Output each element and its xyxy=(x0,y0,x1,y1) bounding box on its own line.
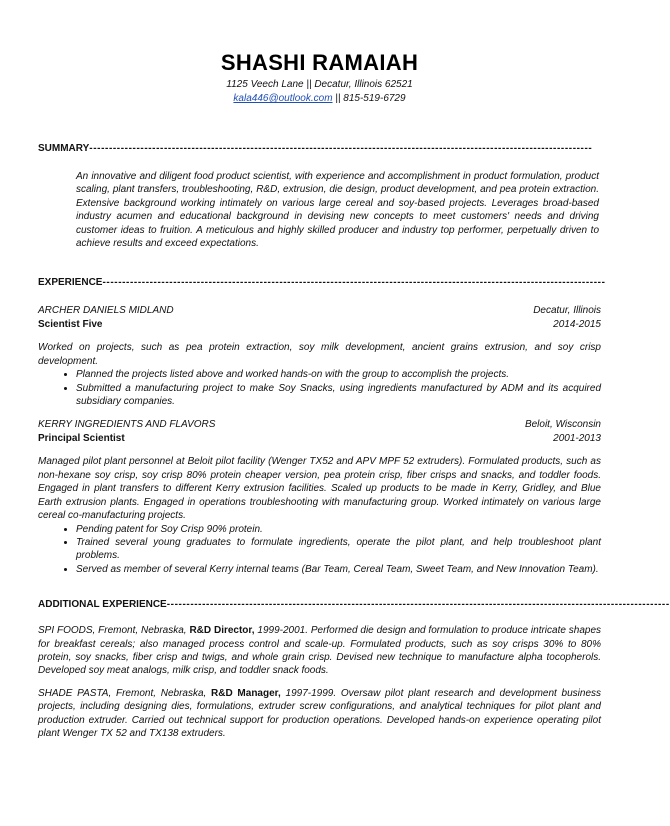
job-bullets xyxy=(38,523,601,577)
employer-name: KERRY INGREDIENTS AND FLAVORS xyxy=(38,419,216,431)
bullet-item: • Submitted a manufacturing project to make Soy Snacks, using ingredients manufactured by ADM and its acquired subsidiary companies. xyxy=(76,382,601,409)
company-name: SPI FOODS, Fremont, Nebraska, xyxy=(38,625,187,637)
employer-row xyxy=(38,304,601,318)
address-line: 1125 Veech Lane || Decatur, Illinois 62521 xyxy=(226,79,413,90)
job-entry xyxy=(38,304,601,408)
job-dates: 2014-2015 xyxy=(553,319,601,331)
entry-details: 1999-2001. Performed die design and formulation to produce intricate shapes for breakfast cereals; also managed process control and scale-up. Formulated products, such as soy crisps 30% to 80% protein, soy snacks, fiber crisp and twigs, and whole grain crisp. Devised new technique to manufacture alpha tocopherols. Developed soy meat analogs, milk crisp, and toddler snack foods. xyxy=(38,625,602,677)
candidate-name: SHASHI RAMAIAH xyxy=(220,50,419,75)
role-title: R&D Manager, xyxy=(211,687,281,699)
contact-line xyxy=(38,92,601,106)
experience-heading: EXPERIENCE-------------------------------------------------------------------------------------------------------------------------------- xyxy=(38,277,606,289)
email-link[interactable]: kala446@outlook.com xyxy=(233,93,333,104)
title-row xyxy=(38,318,601,332)
entry-details: 1997-1999. Oversaw pilot plant research and development business projects, including designing dies, formulations, extruder screw configurations, and analytical techniques for pilot plant and production extruder. Carried out technical support for production operations. Developed hands-on experience operating pilot plant Wenger TX 52 and TX138 extruders. xyxy=(38,687,602,739)
summary-heading: SUMMARY-------------------------------------------------------------------------------------------------------------------------------- xyxy=(38,143,593,154)
job-title: Principal Scientist xyxy=(38,433,125,445)
employer-name: ARCHER DANIELS MIDLAND xyxy=(38,305,174,317)
bullet-item: • Trained several young graduates to formulate ingredients, operate the pilot plant, and help troubleshoot plant problems. xyxy=(76,536,601,563)
employer-row xyxy=(38,418,601,432)
job-description: Worked on projects, such as pea protein extraction, soy milk development, ancient grains extrusion, and soy crisp development. xyxy=(38,342,601,367)
job-description: Managed pilot plant personnel at Beloit pilot facility (Wenger TX52 and APV MPF 52 extruders). Formulated products, such as non-hexane soy crisp, soy crisp 80% protein cheaper version, pea protein crisp, fiber crisps and snacks, and toddler foods. Engaged in plant transfers to different Kerry extrusion facilities. Scaled up products to be made in Kerry, Gridley, and Blue Earth extrusion plants. Engaged in operations troubleshooting with manufacturing group. Worked intimately on various large cereal co-manufacturing projects. xyxy=(38,456,601,522)
role-title: R&D Director, xyxy=(189,625,255,637)
section-rule: -------------------------------------------------------------------------------------------------------------------------------- xyxy=(102,277,606,289)
job-bullets xyxy=(38,368,601,408)
resume-page xyxy=(38,0,670,740)
job-title: Scientist Five xyxy=(38,319,103,331)
job-location: Decatur, Illinois xyxy=(533,305,601,317)
phone-number: || 815-519-6729 xyxy=(332,93,406,104)
bullet-item: • Served as member of several Kerry internal teams (Bar Team, Cereal Team, Sweet Team, and New Innovation Team). xyxy=(76,563,601,576)
bullet-item: • Pending patent for Soy Crisp 90% protein. xyxy=(76,523,601,536)
additional-entry xyxy=(38,687,601,741)
section-rule: -------------------------------------------------------------------------------------------------------------------------------- xyxy=(89,143,593,154)
bullet-item: • Planned the projects listed above and worked hands-on with the group to accomplish the projects. xyxy=(76,368,601,381)
job-location: Beloit, Wisconsin xyxy=(524,419,601,431)
summary-text: An innovative and diligent food product scientist, with experience and accomplishment in product formulation, product scaling, plant transfers, troubleshooting, R&D, extrusion, die design, product development, and pea protein extraction. Extensive background working intimately on various large cereal and soy-based projects. Leverages broad-based industry acumen and educational background in devising new concepts to meet customers' needs and driving customer ideas to fruition. A meticulous and highly skilled producer and industry top performer, perpetually driven to achieve results and exceed expectations. xyxy=(76,171,599,250)
additional-entry xyxy=(38,624,601,678)
title-row xyxy=(38,432,601,446)
additional-experience-heading: ADDITIONAL EXPERIENCE-------------------------------------------------------------------------------------------------------------------------------- xyxy=(38,599,670,611)
section-rule: -------------------------------------------------------------------------------------------------------------------------------- xyxy=(166,599,670,611)
company-name: SHADE PASTA, Fremont, Nebraska, xyxy=(38,687,207,699)
job-dates: 2001-2013 xyxy=(553,433,601,445)
job-entry xyxy=(38,418,601,576)
